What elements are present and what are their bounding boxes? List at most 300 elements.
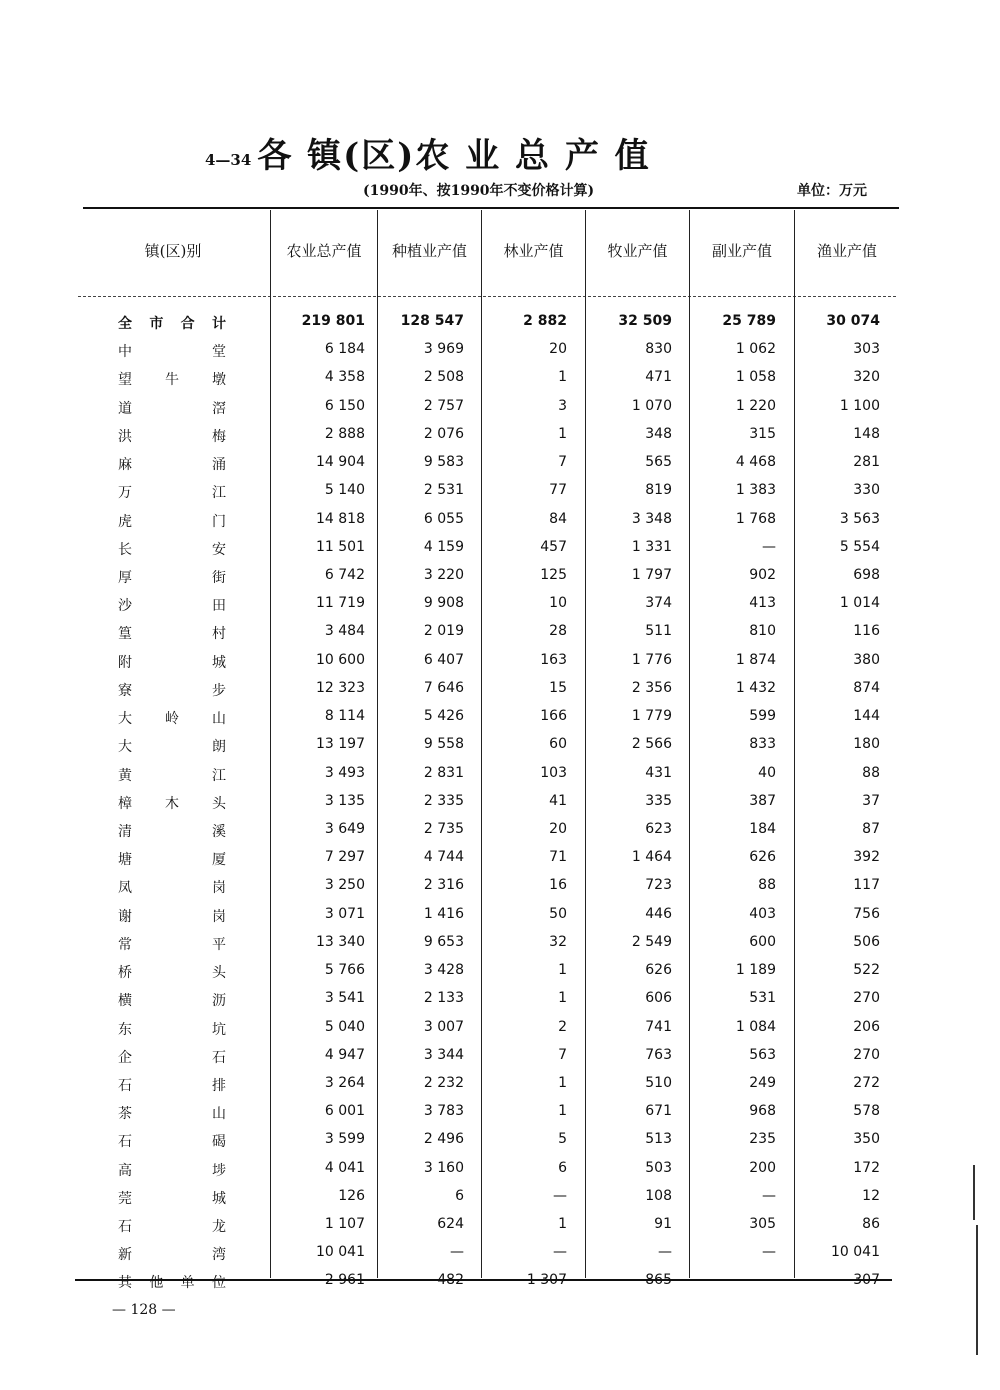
region-name-char: 平 (212, 936, 226, 953)
region-name (118, 623, 226, 643)
value-cell: 10 041 (831, 1244, 880, 1261)
value-cell: 6 742 (324, 566, 365, 583)
region-name-char: 望 (118, 372, 132, 389)
table-row (0, 990, 1000, 1014)
region-name (118, 454, 226, 474)
region-name-char: 头 (212, 795, 226, 812)
value-cell: 1 776 (631, 651, 672, 668)
value-cell: 578 (853, 1103, 880, 1120)
value-cell: 506 (853, 933, 880, 950)
value-cell: 1 (558, 1103, 567, 1120)
table-row (0, 934, 1000, 958)
value-cell: 4 744 (423, 849, 464, 866)
value-cell: 20 (549, 341, 567, 358)
table-row (0, 849, 1000, 873)
value-cell: 330 (853, 482, 880, 499)
value-cell: 103 (540, 764, 567, 781)
value-cell: 1 416 (423, 905, 464, 922)
region-name-char: 篁 (118, 626, 132, 643)
table-row (0, 652, 1000, 676)
value-cell: 482 (437, 1272, 464, 1289)
region-name-char: 头 (212, 965, 226, 982)
table-row (0, 962, 1000, 986)
region-name-char: 凤 (118, 880, 132, 897)
value-cell: 565 (645, 454, 672, 471)
value-cell: 15 (549, 679, 567, 696)
value-cell: 2 882 (523, 313, 567, 329)
value-cell: 200 (749, 1159, 776, 1176)
region-name (118, 1075, 226, 1095)
value-cell: 206 (853, 1018, 880, 1035)
value-cell: 91 (654, 1216, 672, 1233)
table-title (205, 128, 651, 177)
region-name-char: 计 (211, 316, 226, 332)
value-cell: 471 (645, 369, 672, 386)
region-name-char: 碣 (212, 1134, 226, 1151)
value-cell: 16 (549, 877, 567, 894)
value-cell: 810 (749, 623, 776, 640)
value-cell: 5 554 (839, 538, 880, 555)
column-header-forestry: 林业产值 (503, 242, 564, 260)
region-name-char: 中 (118, 344, 132, 361)
value-cell: — (762, 538, 776, 555)
value-cell: 387 (749, 792, 776, 809)
value-cell: 2 019 (423, 623, 464, 640)
value-cell: 10 (549, 595, 567, 612)
value-cell: 1 058 (735, 369, 776, 386)
region-name-char: 步 (212, 682, 226, 699)
value-cell: 1 (558, 1074, 567, 1091)
value-cell: 3 264 (324, 1074, 365, 1091)
value-cell: 865 (645, 1272, 672, 1289)
value-cell: 12 (862, 1187, 880, 1204)
value-cell: 522 (853, 962, 880, 979)
value-cell: 2 335 (423, 792, 464, 809)
value-cell: 741 (645, 1018, 672, 1035)
value-cell: 60 (549, 736, 567, 753)
value-cell: 1 (558, 369, 567, 386)
value-cell: 108 (645, 1187, 672, 1204)
table-row (0, 1188, 1000, 1212)
value-cell: 3 649 (324, 820, 365, 837)
region-name-char: 岭 (165, 711, 179, 728)
region-name-char: 石 (212, 1049, 226, 1066)
region-name (118, 369, 226, 389)
value-cell: 30 074 (826, 313, 880, 329)
value-cell: 13 197 (316, 736, 365, 753)
region-name-char: 山 (212, 1106, 226, 1123)
region-name (118, 398, 226, 418)
value-cell: 2 566 (631, 736, 672, 753)
value-cell: 380 (853, 651, 880, 668)
value-cell: 5 040 (324, 1018, 365, 1035)
region-name-char: 埗 (212, 1162, 226, 1179)
region-name (118, 680, 226, 700)
value-cell: 2 (558, 1018, 567, 1035)
value-cell: 2 888 (324, 425, 365, 442)
value-cell: 7 (558, 454, 567, 471)
region-name-char: 清 (118, 823, 132, 840)
value-cell: 3 007 (423, 1018, 464, 1035)
region-name-char: 市 (149, 316, 164, 332)
table-row (0, 1216, 1000, 1240)
value-cell: 1 768 (735, 510, 776, 527)
table-row (0, 482, 1000, 506)
value-cell: 144 (853, 708, 880, 725)
region-name (118, 990, 226, 1010)
value-cell: 1 307 (526, 1272, 567, 1289)
value-cell: 40 (758, 764, 776, 781)
value-cell: 698 (853, 566, 880, 583)
value-cell: 14 904 (316, 454, 365, 471)
region-name-char: 岗 (212, 908, 226, 925)
value-cell: 3 484 (324, 623, 365, 640)
value-cell: 510 (645, 1074, 672, 1091)
value-cell: 503 (645, 1159, 672, 1176)
region-name-char: 江 (212, 767, 226, 784)
value-cell: 830 (645, 341, 672, 358)
column-header-livestock: 牧业产值 (607, 242, 668, 260)
region-name-char: 万 (118, 485, 132, 502)
table-row (0, 708, 1000, 732)
value-cell: 12 323 (316, 679, 365, 696)
value-cell: 624 (437, 1216, 464, 1233)
value-cell: 6 (558, 1159, 567, 1176)
value-cell: 413 (749, 595, 776, 612)
column-header-region: 镇(区)别 (144, 242, 202, 260)
table-subtitle: (1990年、按1990年不变价格计算) (363, 183, 595, 199)
region-name (118, 595, 226, 615)
region-name-char: 梅 (212, 428, 226, 445)
region-name (118, 1272, 226, 1292)
value-cell: 11 719 (316, 595, 365, 612)
value-cell: 2 757 (423, 397, 464, 414)
value-cell: 10 041 (316, 1244, 365, 1261)
table-row (0, 623, 1000, 647)
value-cell: 902 (749, 566, 776, 583)
value-cell: 270 (853, 1046, 880, 1063)
region-name-char: 麻 (118, 457, 132, 474)
region-name (118, 962, 226, 982)
region-name-char: 坑 (212, 1021, 226, 1038)
region-name-char: 单 (180, 1275, 195, 1292)
table-row (0, 765, 1000, 789)
region-name (118, 1188, 226, 1208)
value-cell: 184 (749, 820, 776, 837)
value-cell: 2 232 (423, 1074, 464, 1091)
value-cell: 671 (645, 1103, 672, 1120)
value-cell: 3 160 (423, 1159, 464, 1176)
column-header-sideline: 副业产值 (711, 242, 772, 260)
value-cell: 1 (558, 1216, 567, 1233)
value-cell: 6 150 (324, 397, 365, 414)
value-cell: 756 (853, 905, 880, 922)
page-number: — 128 — (112, 1302, 176, 1318)
value-cell: 1 331 (631, 538, 672, 555)
value-cell: 281 (853, 454, 880, 471)
value-cell: 37 (862, 792, 880, 809)
region-name-char: 黄 (118, 767, 132, 784)
value-cell: 117 (853, 877, 880, 894)
region-name-char: 安 (212, 541, 226, 558)
region-name-char: 长 (118, 541, 132, 558)
region-name (118, 906, 226, 926)
region-name-char: 滘 (212, 400, 226, 417)
region-name-char: 位 (211, 1275, 226, 1292)
value-cell: 6 184 (324, 341, 365, 358)
value-cell: 3 220 (423, 566, 464, 583)
region-name-char: 其 (118, 1275, 132, 1292)
value-cell: 10 600 (316, 651, 365, 668)
value-cell: 2 831 (423, 764, 464, 781)
value-cell: 5 426 (423, 708, 464, 725)
value-cell: 7 646 (423, 679, 464, 696)
value-cell: 5 140 (324, 482, 365, 499)
region-name-char: 附 (118, 654, 132, 671)
value-cell: 335 (645, 792, 672, 809)
region-name-char: 茶 (118, 1106, 132, 1123)
table-row (0, 877, 1000, 901)
value-cell: 446 (645, 905, 672, 922)
value-cell: 874 (853, 679, 880, 696)
value-cell: 11 501 (316, 538, 365, 555)
table-code: 4—34 (205, 151, 252, 169)
region-name-char: 道 (118, 400, 132, 417)
value-cell: 28 (549, 623, 567, 640)
value-cell: — (762, 1244, 776, 1261)
value-cell: 599 (749, 708, 776, 725)
value-cell: 4 468 (735, 454, 776, 471)
region-name-char: 他 (149, 1275, 164, 1292)
value-cell: 7 (558, 1046, 567, 1063)
region-name-char: 村 (212, 626, 226, 643)
region-name (118, 934, 226, 954)
value-cell: 9 583 (423, 454, 464, 471)
table-row (0, 1160, 1000, 1184)
value-cell: 9 653 (423, 933, 464, 950)
value-cell: 626 (645, 962, 672, 979)
value-cell: 563 (749, 1046, 776, 1063)
region-name (118, 708, 226, 728)
value-cell: 172 (853, 1159, 880, 1176)
table-title-text: 各 镇(区)农 业 总 产 值 (257, 136, 651, 176)
value-cell: 6 001 (324, 1103, 365, 1120)
value-cell: 968 (749, 1103, 776, 1120)
value-cell: 3 250 (324, 877, 365, 894)
table-row (0, 539, 1000, 563)
table-row (0, 1047, 1000, 1071)
value-cell: 348 (645, 425, 672, 442)
region-name-char: 厚 (118, 569, 132, 586)
value-cell: 531 (749, 990, 776, 1007)
table-row (0, 511, 1000, 535)
region-name (118, 1244, 226, 1264)
region-name (118, 539, 226, 559)
region-name-char: 高 (118, 1162, 132, 1179)
value-cell: 513 (645, 1131, 672, 1148)
value-cell: 3 135 (324, 792, 365, 809)
region-name (118, 1160, 226, 1180)
region-name-char: 寮 (118, 682, 132, 699)
value-cell: 2 531 (423, 482, 464, 499)
value-cell: 1 (558, 990, 567, 1007)
region-name-char: 湾 (212, 1247, 226, 1264)
region-name-char: 洪 (118, 428, 132, 445)
value-cell: 8 114 (324, 708, 365, 725)
value-cell: 1 107 (324, 1216, 365, 1233)
value-cell: 163 (540, 651, 567, 668)
value-cell: 4 159 (423, 538, 464, 555)
table-row (0, 1244, 1000, 1268)
value-cell: 350 (853, 1131, 880, 1148)
value-cell: 2 549 (631, 933, 672, 950)
value-cell: 270 (853, 990, 880, 1007)
region-name (118, 1216, 226, 1236)
region-name-char: 樟 (118, 795, 132, 812)
value-cell: 6 055 (423, 510, 464, 527)
region-name-char: 溪 (212, 823, 226, 840)
table-row (0, 426, 1000, 450)
region-name-char: 桥 (118, 965, 132, 982)
region-name-char: 街 (212, 569, 226, 586)
region-name-char: 门 (212, 513, 226, 530)
value-cell: 88 (758, 877, 776, 894)
region-name-char: 厦 (212, 852, 226, 869)
region-name (118, 652, 226, 672)
region-name-char: 木 (165, 795, 179, 812)
table-row (0, 595, 1000, 619)
table-row (0, 736, 1000, 760)
value-cell: 6 (455, 1187, 464, 1204)
value-cell: 84 (549, 510, 567, 527)
region-name-char: 墩 (212, 372, 226, 389)
column-header-crop: 种植业产值 (391, 242, 467, 260)
value-cell: 2 316 (423, 877, 464, 894)
value-cell: 2 076 (423, 425, 464, 442)
region-name-char: 常 (118, 936, 132, 953)
value-cell: 723 (645, 877, 672, 894)
table-row (0, 369, 1000, 393)
table-row (0, 398, 1000, 422)
value-cell: 626 (749, 849, 776, 866)
region-name-char: 城 (212, 654, 226, 671)
table-row (0, 454, 1000, 478)
value-cell: 4 041 (324, 1159, 365, 1176)
value-cell: 1 062 (735, 341, 776, 358)
value-cell: 3 969 (423, 341, 464, 358)
value-cell: 1 220 (735, 397, 776, 414)
value-cell: 14 818 (316, 510, 365, 527)
value-cell: 32 (549, 933, 567, 950)
value-cell: 235 (749, 1131, 776, 1148)
value-cell: 77 (549, 482, 567, 499)
value-cell: 180 (853, 736, 880, 753)
value-cell: 3 783 (423, 1103, 464, 1120)
region-name (118, 765, 226, 785)
region-name-char: 山 (212, 711, 226, 728)
region-name-char: 石 (118, 1219, 132, 1236)
value-cell: 307 (853, 1272, 880, 1289)
region-name (118, 567, 226, 587)
column-header-fishery: 渔业产值 (816, 242, 877, 260)
value-cell: 2 961 (324, 1272, 365, 1289)
value-cell: 833 (749, 736, 776, 753)
value-cell: 32 509 (618, 313, 672, 329)
header-divider (78, 296, 896, 297)
value-cell: — (450, 1244, 464, 1261)
value-cell: 249 (749, 1074, 776, 1091)
value-cell: 305 (749, 1216, 776, 1233)
value-cell: 6 407 (423, 651, 464, 668)
table-row (0, 567, 1000, 591)
region-name-char: 全 (118, 316, 132, 332)
region-name-char: 牛 (165, 372, 179, 389)
value-cell: 50 (549, 905, 567, 922)
value-cell: 20 (549, 820, 567, 837)
table-row (0, 1272, 1000, 1296)
region-name-char: 大 (118, 711, 132, 728)
value-cell: 25 789 (722, 313, 776, 329)
region-name-char: 企 (118, 1049, 132, 1066)
region-name-char: 合 (180, 316, 195, 332)
value-cell: 623 (645, 820, 672, 837)
region-name (118, 821, 226, 841)
value-cell: 1 084 (735, 1018, 776, 1035)
table-row (0, 1131, 1000, 1155)
region-name (118, 511, 226, 531)
region-name (118, 793, 226, 813)
region-name-char: 谢 (118, 908, 132, 925)
region-name-char: 龙 (212, 1219, 226, 1236)
value-cell: 71 (549, 849, 567, 866)
region-name-char: 东 (118, 1021, 132, 1038)
value-cell: 600 (749, 933, 776, 950)
value-cell: 2 356 (631, 679, 672, 696)
value-cell: 4 947 (324, 1046, 365, 1063)
value-cell: 7 297 (324, 849, 365, 866)
scan-edge-mark (976, 1225, 978, 1355)
value-cell: 1 464 (631, 849, 672, 866)
unit-label: 单位：万元 (797, 183, 867, 199)
region-name (118, 482, 226, 502)
region-name-char: 江 (212, 485, 226, 502)
value-cell: 9 558 (423, 736, 464, 753)
value-cell: 1 (558, 962, 567, 979)
value-cell: 3 428 (423, 962, 464, 979)
region-name (118, 1103, 226, 1123)
scan-edge-mark (973, 1165, 975, 1220)
table-row (0, 1103, 1000, 1127)
table-row (0, 680, 1000, 704)
value-cell: 1 189 (735, 962, 776, 979)
table-row (0, 906, 1000, 930)
value-cell: 5 (558, 1131, 567, 1148)
value-cell: 272 (853, 1074, 880, 1091)
column-header-total: 农业总产值 (286, 242, 362, 260)
table-row (0, 793, 1000, 817)
value-cell: 1 (558, 425, 567, 442)
region-name-char: 城 (212, 1190, 226, 1207)
value-cell: 41 (549, 792, 567, 809)
value-cell: 5 766 (324, 962, 365, 979)
value-cell: 2 735 (423, 820, 464, 837)
value-cell: 3 348 (631, 510, 672, 527)
value-cell: 3 599 (324, 1131, 365, 1148)
table-row (0, 1075, 1000, 1099)
value-cell: 13 340 (316, 933, 365, 950)
value-cell: 819 (645, 482, 672, 499)
value-cell: — (762, 1187, 776, 1204)
